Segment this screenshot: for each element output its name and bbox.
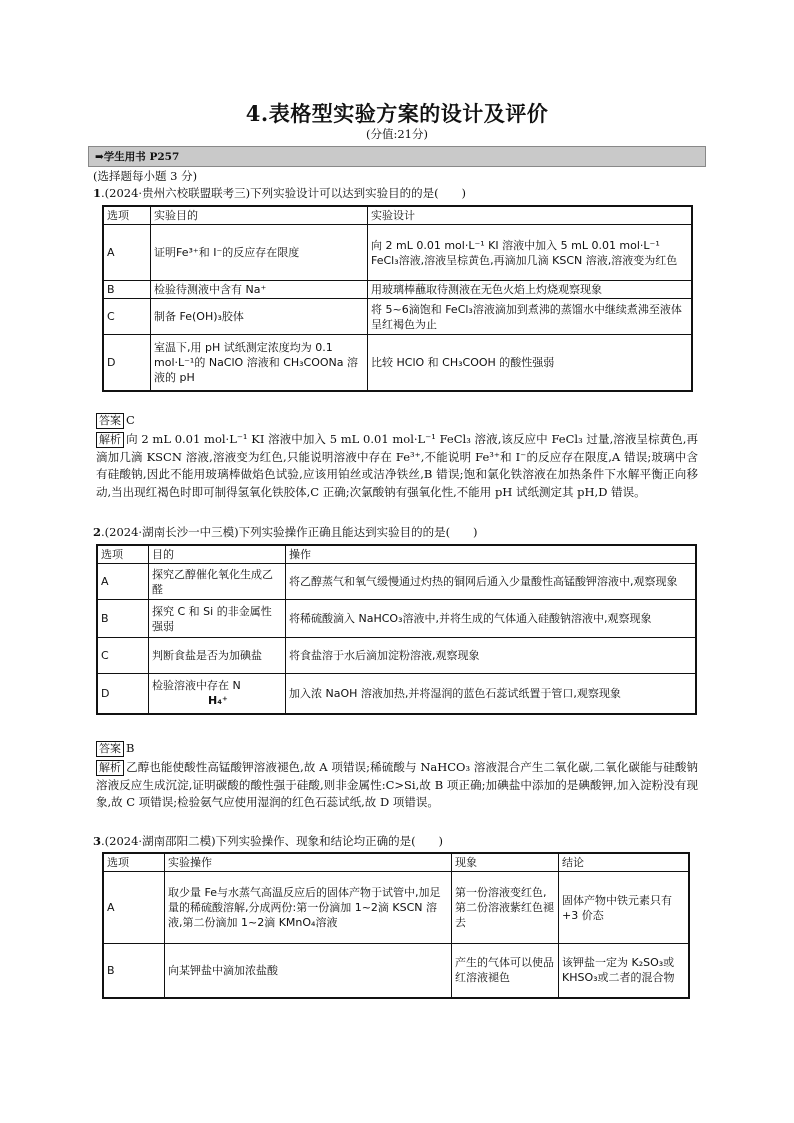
question-number: 3 xyxy=(93,834,102,848)
instruction: (选择题每小题 3 分) xyxy=(93,169,198,183)
table-row xyxy=(97,600,696,638)
question-3-table xyxy=(102,852,690,999)
header-cell: 结论 xyxy=(559,853,690,872)
table-row xyxy=(103,281,692,299)
header-cell: 目的 xyxy=(149,545,286,564)
table-row xyxy=(103,872,689,944)
answer-value: C xyxy=(126,413,135,427)
purpose-cell: 室温下,用 pH 试纸测定浓度均为 0.1 mol·L⁻¹的 NaClO 溶液和 CH₃COONa 溶液的 pH xyxy=(151,335,368,391)
table-row xyxy=(97,638,696,674)
table-header-row xyxy=(97,545,696,564)
book-reference-bar xyxy=(88,146,706,167)
conclusion-cell: 固体产物中铁元素只有+3 价态 xyxy=(559,872,690,944)
table-row xyxy=(97,674,696,714)
purpose-cell: 检验待测液中含有 Na⁺ xyxy=(151,281,368,299)
header-cell: 选项 xyxy=(103,206,151,225)
ion-formula: H₄⁺ xyxy=(208,694,228,708)
book-reference: ➡学生用书 P257 xyxy=(95,151,180,163)
question-text: .(2024·湖南长沙一中三模)下列实验操作正确且能达到实验目的的是( ) xyxy=(101,525,478,539)
design-cell: 向 2 mL 0.01 mol·L⁻¹ KI 溶液中加入 5 mL 0.01 mol·L⁻¹ FeCl₃溶液,溶液呈棕黄色,再滴加几滴 KSCN 溶液,溶液变为红色 xyxy=(368,225,693,281)
question-text: .(2024·湖南邵阳二模)下列实验操作、现象和结论均正确的是( ) xyxy=(101,834,444,848)
phenomenon-cell: 产生的气体可以使品红溶液褪色 xyxy=(452,944,559,998)
question-text: .(2024·贵州六校联盟联考三)下列实验设计可以达到实验目的的是( ) xyxy=(101,186,467,200)
score-note: (分值:21分) xyxy=(366,127,428,141)
analysis-text: 向 2 mL 0.01 mol·L⁻¹ KI 溶液中加入 5 mL 0.01 mol·L⁻¹ FeCl₃ 溶液,该反应中 FeCl₃ 过量,溶液呈棕黄色,再滴加几滴 KSCN 溶液,溶液变为红色,只能说明溶液中存在 Fe³⁺,不能说明 Fe³⁺和 I⁻的反应存在限度,A 错误;玻璃中含有硅酸钠,因此不能用玻璃棒做焰色试验,应该用铂丝或洁净铁丝,B 错误;饱和氯化铁溶液在加热条件下水解平衡正向移动,当出现红褐色时即可制得氢氧化铁胶体,C 正确;次氯酸钠有强氧化性,不能用 pH 试纸测定其 pH,D 错误。 xyxy=(96,432,698,499)
answer-tag: 答案 xyxy=(96,741,124,757)
design-cell: 将稀硫酸滴入 NaHCO₃溶液中,并将生成的气体通入硅酸钠溶液中,观察现象 xyxy=(286,600,697,638)
question-1-table xyxy=(102,205,693,392)
design-cell: 用玻璃棒蘸取待测液在无色火焰上灼烧观察现象 xyxy=(368,281,693,299)
conclusion-cell: 该钾盐一定为 K₂SO₃或 KHSO₃或二者的混合物 xyxy=(559,944,690,998)
header-cell: 实验操作 xyxy=(165,853,452,872)
purpose-cell: 证明Fe³⁺和 I⁻的反应存在限度 xyxy=(151,225,368,281)
option-cell: A xyxy=(103,225,151,281)
option-cell: B xyxy=(103,944,165,998)
question-2-stem xyxy=(93,524,705,541)
design-cell: 加入浓 NaOH 溶液加热,并将湿润的蓝色石蕊试纸置于管口,观察现象 xyxy=(286,674,697,714)
design-cell: 将乙醇蒸气和氧气缓慢通过灼热的铜网后通入少量酸性高锰酸钾溶液中,观察现象 xyxy=(286,564,697,600)
table-row xyxy=(103,944,689,998)
header-cell: 现象 xyxy=(452,853,559,872)
design-cell: 比较 HClO 和 CH₃COOH 的酸性强弱 xyxy=(368,335,693,391)
phenomenon-cell: 第一份溶液变红色,第二份溶液紫红色褪去 xyxy=(452,872,559,944)
page-title: 4.表格型实验方案的设计及评价 xyxy=(245,101,549,126)
analysis-tag: 解析 xyxy=(96,432,124,448)
table-header-row xyxy=(103,853,689,872)
option-cell: B xyxy=(97,600,149,638)
operation-cell: 向某钾盐中滴加浓盐酸 xyxy=(165,944,452,998)
purpose-text: 检验溶液中存在 N xyxy=(152,679,241,693)
analysis-1 xyxy=(96,431,698,501)
table-row xyxy=(97,564,696,600)
table-row xyxy=(103,335,692,391)
analysis-2 xyxy=(96,759,698,812)
option-cell: A xyxy=(97,564,149,600)
option-cell: D xyxy=(97,674,149,714)
table-header-row xyxy=(103,206,692,225)
analysis-tag: 解析 xyxy=(96,760,124,776)
answer-1 xyxy=(96,412,698,430)
question-2-table xyxy=(96,544,697,715)
option-cell: C xyxy=(97,638,149,674)
design-cell: 将食盐溶于水后滴加淀粉溶液,观察现象 xyxy=(286,638,697,674)
header-cell: 选项 xyxy=(97,545,149,564)
table-row xyxy=(103,225,692,281)
option-cell: C xyxy=(103,299,151,335)
question-number: 2 xyxy=(93,525,102,539)
question-3-stem xyxy=(93,833,705,850)
header-cell: 实验设计 xyxy=(368,206,693,225)
option-cell: D xyxy=(103,335,151,391)
operation-cell: 取少量 Fe与水蒸气高温反应后的固体产物于试管中,加足量的稀硫酸溶解,分成两份:第一份滴加 1~2滴 KSCN 溶液,第二份滴加 1~2滴 KMnO₄溶液 xyxy=(165,872,452,944)
header-cell: 实验目的 xyxy=(151,206,368,225)
purpose-cell: 制备 Fe(OH)₃胶体 xyxy=(151,299,368,335)
purpose-cell: 探究乙醇催化氧化生成乙醛 xyxy=(149,564,286,600)
header-cell: 操作 xyxy=(286,545,697,564)
answer-2 xyxy=(96,740,698,758)
question-1-stem xyxy=(93,185,705,202)
answer-value: B xyxy=(126,741,135,755)
answer-tag: 答案 xyxy=(96,413,124,429)
design-cell: 将 5~6滴饱和 FeCl₃溶液滴加到煮沸的蒸馏水中继续煮沸至液体呈红褐色为止 xyxy=(368,299,693,335)
purpose-cell: 探究 C 和 Si 的非金属性强弱 xyxy=(149,600,286,638)
option-cell: A xyxy=(103,872,165,944)
purpose-cell xyxy=(149,674,286,714)
purpose-cell: 判断食盐是否为加碘盐 xyxy=(149,638,286,674)
table-row xyxy=(103,299,692,335)
option-cell: B xyxy=(103,281,151,299)
header-cell: 选项 xyxy=(103,853,165,872)
question-number: 1 xyxy=(93,186,102,200)
analysis-text: 乙醇也能使酸性高锰酸钾溶液褪色,故 A 项错误;稀硫酸与 NaHCO₃ 溶液混合产生二氧化碳,二氧化碳能与硅酸钠溶液反应生成沉淀,证明碳酸的酸性强于硅酸,则非金属性:C>Si,故 B 项正确;加碘盐中添加的是碘酸钾,加入淀粉没有现象,故 C 项错误;检验氨气应使用湿润的红色石蕊试纸,故 D 项错误。 xyxy=(96,760,698,809)
